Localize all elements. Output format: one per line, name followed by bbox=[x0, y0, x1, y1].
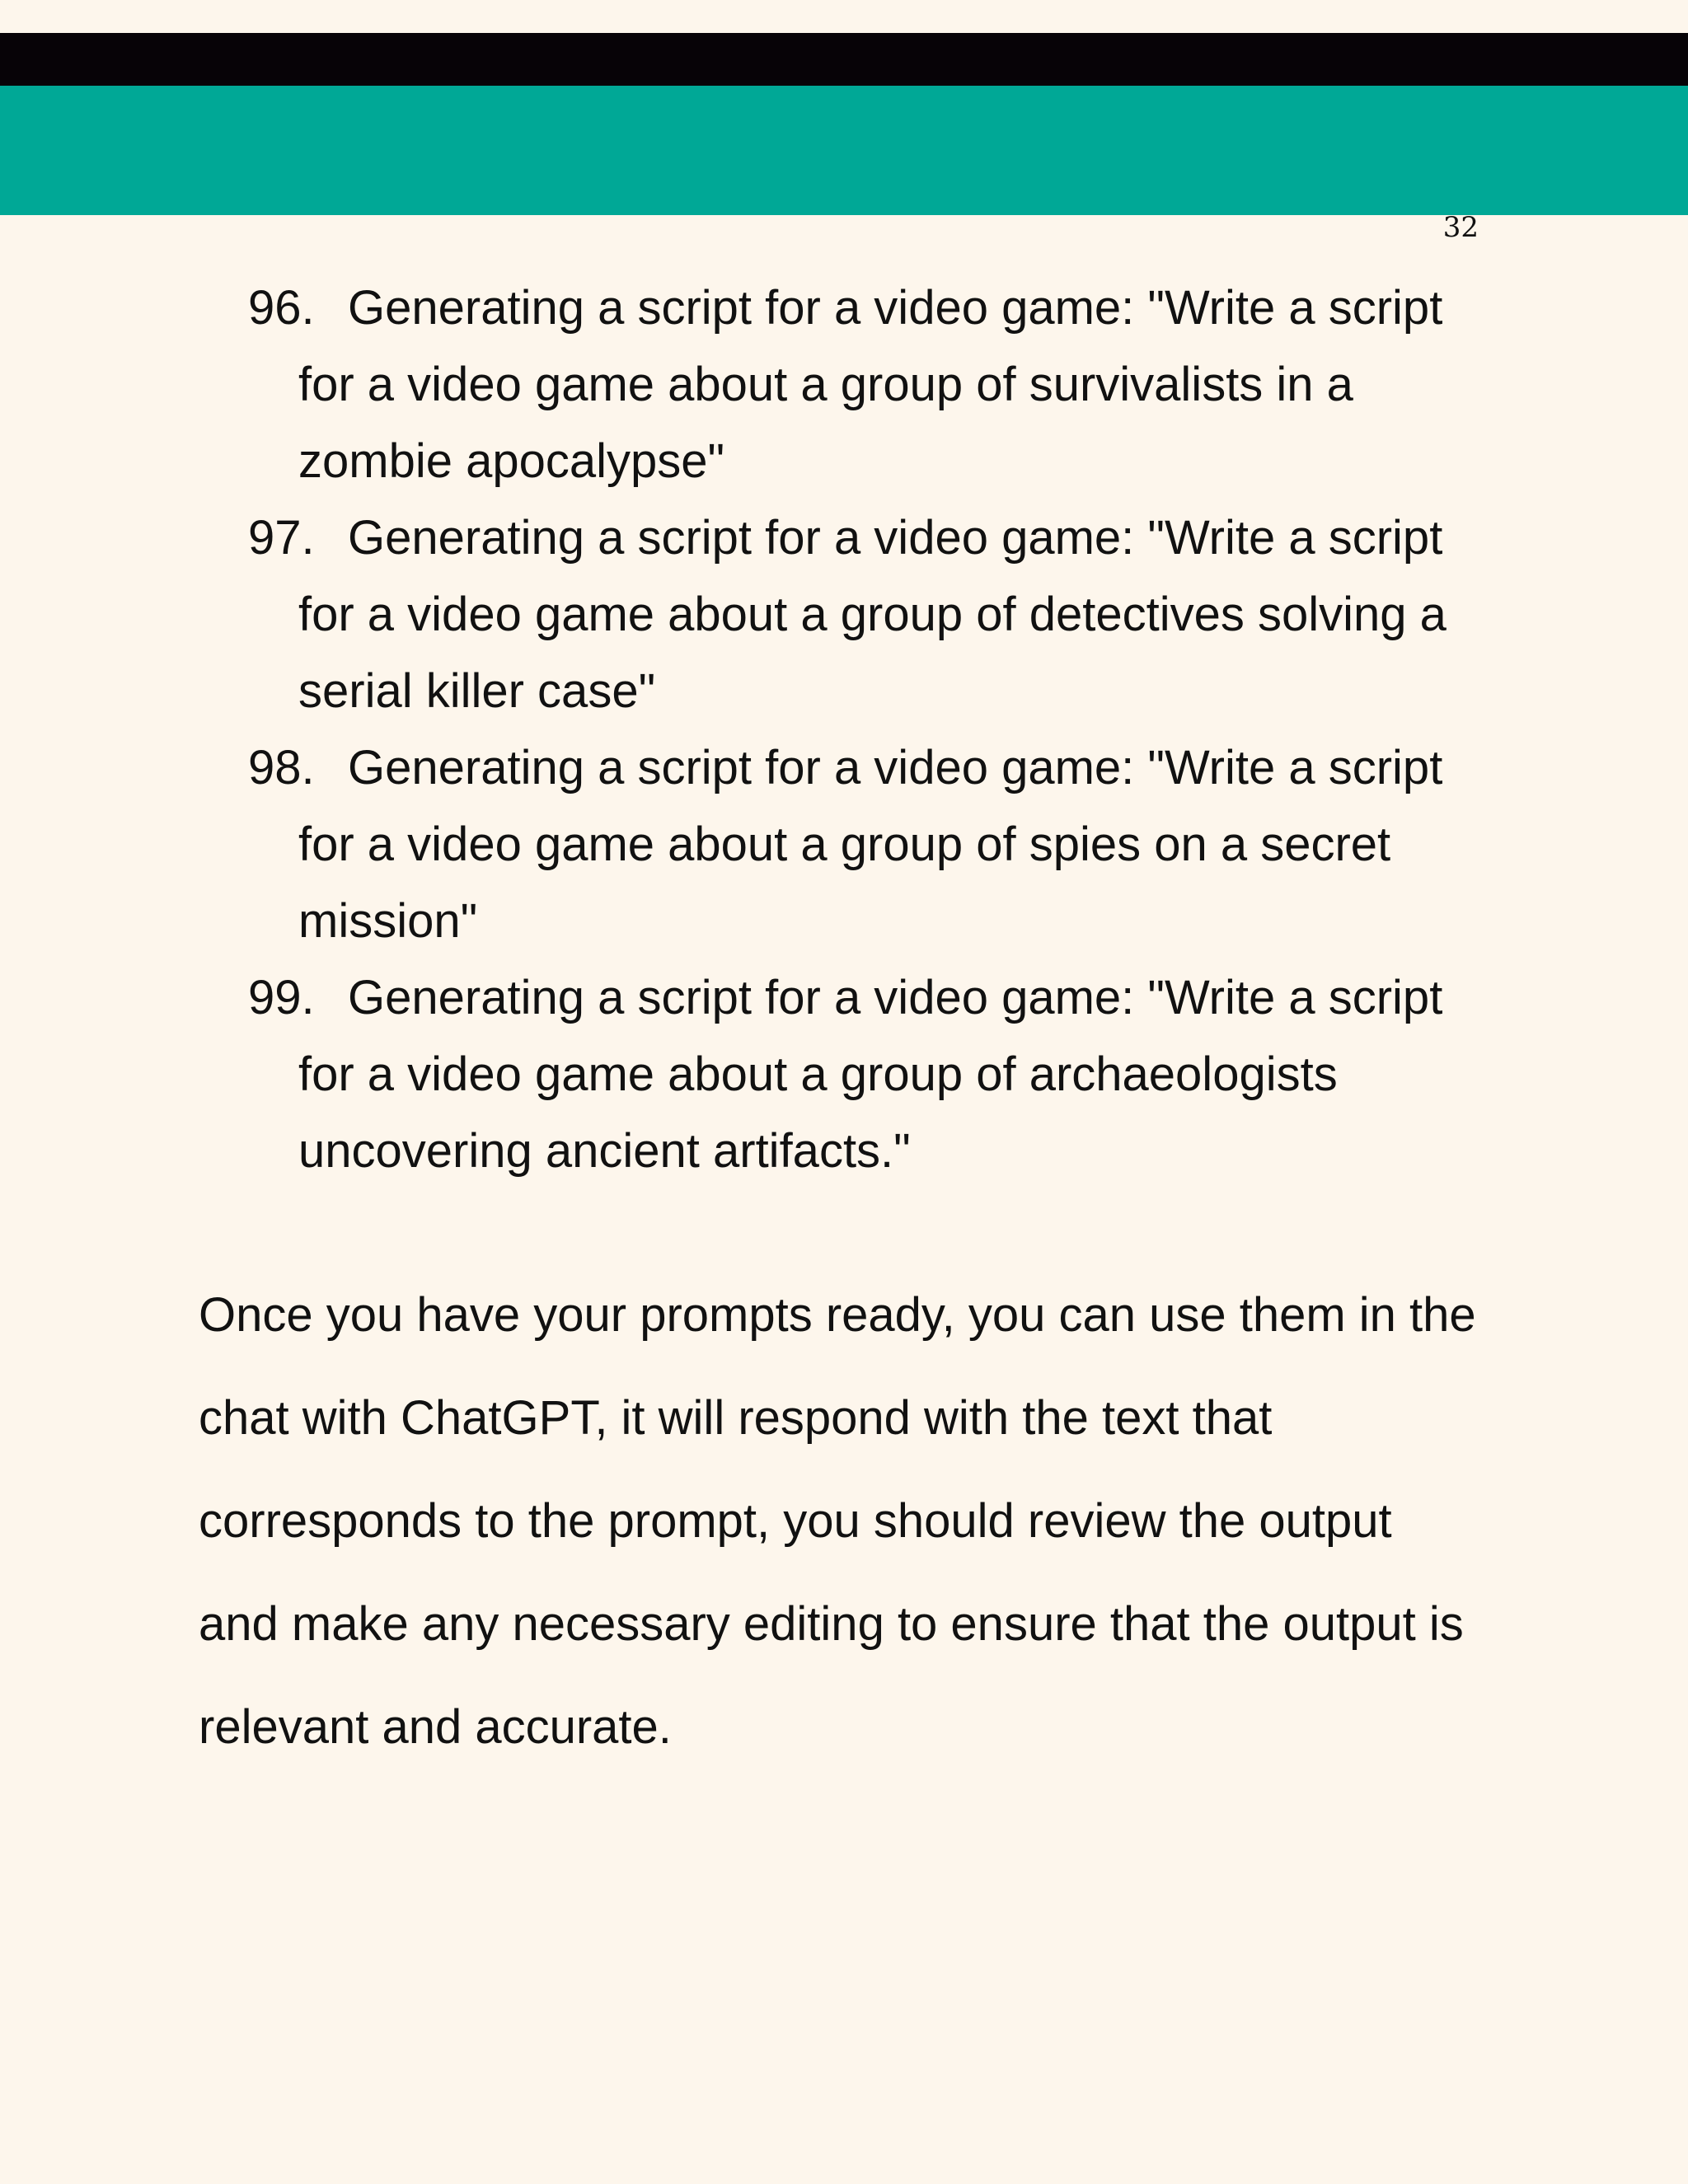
list-item-number: 96. bbox=[248, 281, 315, 335]
list-item-text: Generating a script for a video game: "Write a script for a video game about a group of detectives solving a serial killer case" bbox=[298, 511, 1447, 718]
page-content bbox=[199, 269, 1484, 1779]
header-black-band bbox=[0, 33, 1688, 86]
list-item-text: Generating a script for a video game: "Write a script for a video game about a group of survivalists in a zombie apocalypse" bbox=[298, 281, 1443, 488]
list-item-number: 97. bbox=[248, 511, 315, 565]
list-item bbox=[199, 959, 1484, 1189]
top-margin bbox=[0, 0, 1688, 33]
prompt-list bbox=[199, 269, 1484, 1189]
page-number: 32 bbox=[1442, 211, 1479, 244]
list-item-number: 98. bbox=[248, 741, 315, 794]
header-teal-band bbox=[0, 86, 1688, 244]
list-item bbox=[199, 499, 1484, 729]
list-item bbox=[199, 729, 1484, 959]
body-paragraph: Once you have your prompts ready, you can use them in the chat with ChatGPT, it will respond with the text that corresponds to the prompt, you should review the output and make any necessary editing to ensure that the output is relevant and accurate. bbox=[199, 1288, 1476, 1754]
list-item bbox=[199, 269, 1484, 499]
list-item-text: Generating a script for a video game: "Write a script for a video game about a group of spies on a secret mission" bbox=[298, 741, 1443, 948]
list-item-number: 99. bbox=[248, 971, 315, 1024]
list-item-text: Generating a script for a video game: "Write a script for a video game about a group of archaeologists uncovering ancient artifacts." bbox=[298, 971, 1443, 1178]
